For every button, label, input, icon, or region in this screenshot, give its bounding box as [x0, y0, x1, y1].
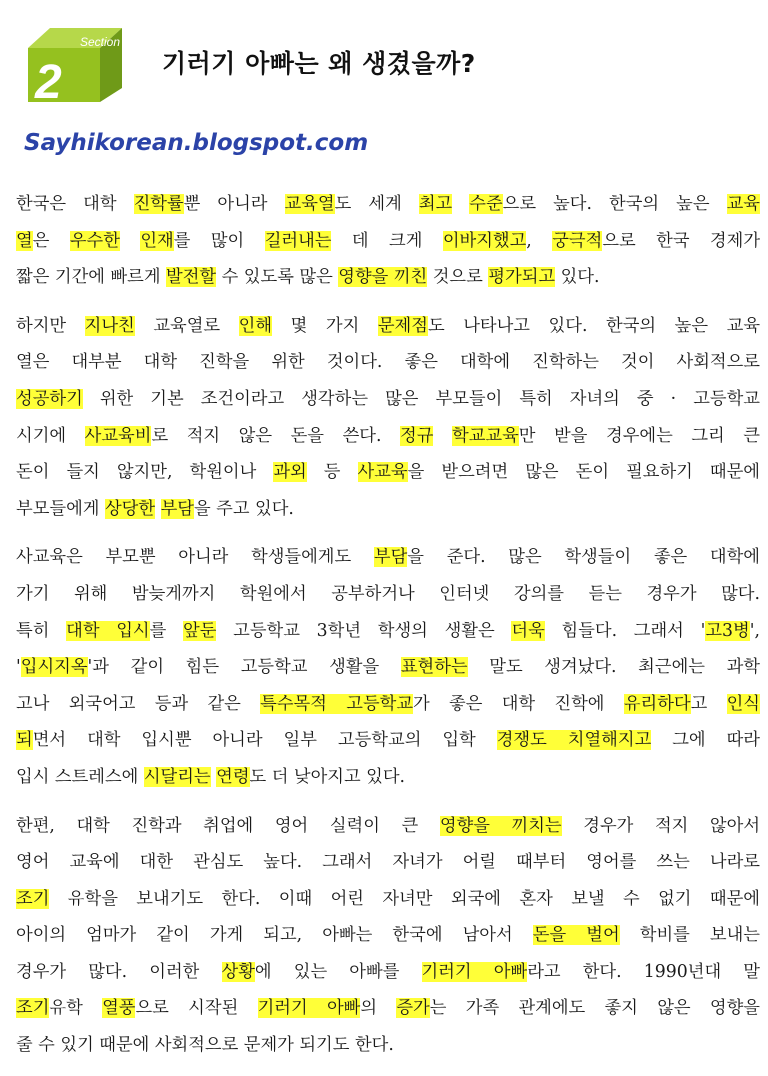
highlighted-term: 과외	[273, 462, 307, 483]
highlighted-term: 유리하다	[623, 693, 691, 714]
text-segment: 하지만	[16, 315, 85, 336]
text-segment: 가 좋은 대학 진학에	[413, 693, 624, 714]
text-line	[16, 539, 760, 576]
text-segment: 가기 위해 밤늦게까지 학원에서 공부하거나 인터넷 강의를 듣는 경우가 많다.	[16, 583, 760, 604]
text-segment: ,	[526, 230, 553, 251]
text-segment: 돈이 들지 않지만, 학원이나	[16, 462, 274, 483]
text-line	[16, 808, 760, 845]
highlighted-term: 평가되고	[488, 267, 556, 288]
highlighted-term: 연령	[216, 766, 250, 787]
text-segment: 뿐 아니라	[183, 194, 285, 214]
text-line	[16, 418, 760, 455]
text-line	[16, 454, 760, 491]
highlighted-term: 진학률	[133, 194, 184, 214]
highlighted-term: 사교육비	[84, 425, 152, 446]
page-title: 기러기 아빠는 왜 생겼을까?	[162, 49, 476, 78]
highlighted-term: 더욱	[511, 620, 545, 641]
text-line	[16, 576, 760, 613]
text-segment: 경우가 많다. 이러한	[16, 961, 222, 982]
highlighted-term: 경쟁도 치열해지고	[496, 730, 652, 751]
section-number: 2	[35, 56, 62, 104]
highlighted-term: 사교육	[357, 462, 408, 483]
text-segment: 한국은 대학	[16, 194, 134, 214]
text-segment: 면서 대학 입시뿐 아니라 일부 고등학교의 입학	[32, 730, 497, 751]
text-segment: 의	[360, 998, 397, 1019]
text-line	[16, 491, 760, 528]
highlighted-term: 열	[16, 230, 33, 251]
highlighted-term: 조기	[16, 998, 50, 1019]
highlighted-term: 조기	[16, 888, 50, 909]
text-segment	[120, 231, 140, 251]
paragraph	[16, 186, 760, 296]
text-segment: 몇 가지	[272, 315, 378, 336]
section-label: Section	[80, 35, 121, 49]
text-segment: 은	[32, 230, 70, 251]
highlighted-term: 인식	[726, 693, 760, 714]
highlighted-term: 고3병	[705, 620, 750, 641]
text-segment: 학비를 보내는	[619, 925, 760, 946]
text-segment: 교육열로	[134, 315, 239, 336]
highlighted-term: 표현하는	[400, 657, 468, 678]
text-segment: 부모들에게	[16, 498, 105, 519]
text-line	[16, 223, 760, 260]
text-line	[16, 917, 760, 954]
text-segment: 로 적지 않은 돈을 쓴다.	[151, 425, 401, 446]
text-segment: 을 준다. 많은 학생들이 좋은 대학에	[407, 547, 761, 568]
highlighted-term: 최고	[418, 194, 453, 214]
text-segment: 을 받으려면 많은 돈이 필요하기 때문에	[407, 462, 760, 483]
text-segment: 한편, 대학 진학과 취업에 영어 실력이 큰	[16, 815, 440, 836]
text-segment: 고등학교 3학년 학생의 생활은	[216, 620, 512, 641]
text-segment: 열은 대부분 대학 진학을 위한 것이다. 좋은 대학에 진학하는 것이 사회적으로	[16, 352, 760, 373]
text-line	[16, 686, 760, 723]
highlighted-term: 교육열	[284, 194, 335, 214]
highlighted-term: 궁극적	[552, 230, 603, 251]
text-segment: 등	[306, 462, 358, 483]
text-segment: 사교육은 부모뿐 아니라 학생들에게도	[16, 547, 374, 568]
text-segment: 라고 한다. 1990년대 말	[527, 961, 760, 982]
text-segment: 으로 시작된	[135, 998, 258, 1019]
text-segment: 을 주고 있다.	[193, 498, 294, 519]
text-segment: 를	[149, 620, 184, 641]
highlighted-term: 수준	[469, 194, 503, 214]
highlighted-term: 증가	[396, 998, 430, 1019]
text-segment: 으로 높다. 한국의 높은	[502, 194, 727, 214]
text-line	[16, 990, 760, 1027]
blog-watermark: Sayhikorean.blogspot.com	[24, 130, 369, 156]
paragraph	[16, 808, 760, 1064]
highlighted-term: 대학 입시	[66, 620, 150, 641]
text-segment: 경우가 적지 않아서	[561, 815, 761, 836]
text-segment: 도 더 낮아지고 있다.	[249, 766, 406, 787]
text-segment: ',	[749, 620, 760, 641]
text-segment: 에 있는 아빠를	[254, 961, 422, 982]
text-segment: 그에 따라	[651, 730, 760, 751]
paragraph	[16, 308, 760, 528]
text-line	[16, 308, 760, 345]
section-cube-icon	[20, 18, 144, 104]
text-segment: 유학을 보내기도 한다. 이때 어린 자녀만 외국에 혼자 보낼 수 없기 때문에	[49, 888, 760, 909]
text-segment: 고나 외국어고 등과 같은	[16, 693, 261, 714]
highlighted-term: 이바지했고	[442, 230, 527, 251]
text-line	[16, 613, 760, 650]
highlighted-term: 되	[16, 730, 33, 751]
highlighted-term: 성공하기	[16, 388, 83, 409]
text-segment: 있다.	[555, 267, 600, 288]
text-segment	[452, 194, 469, 214]
highlighted-term: 부담	[160, 498, 194, 519]
section-badge	[20, 18, 144, 104]
text-segment: 입시 스트레스에	[16, 766, 144, 787]
highlighted-term: 기러기 아빠	[421, 961, 528, 982]
highlighted-term: 발전할	[166, 267, 217, 288]
highlighted-term: 상당한	[104, 498, 156, 519]
highlighted-term: 시달리는	[143, 766, 211, 787]
text-segment: '	[16, 657, 21, 678]
text-segment: 특히	[16, 620, 67, 641]
article-body	[16, 186, 760, 1076]
highlighted-term: 영향을 끼친	[338, 267, 428, 288]
highlighted-term: 교육	[726, 194, 760, 214]
text-segment: 짧은 기간에 빠르게	[16, 267, 167, 288]
highlighted-term: 특수목적 고등학교	[260, 693, 414, 714]
highlighted-term: 열풍	[102, 998, 136, 1019]
text-segment: '과 같이 힘든 고등학교 생활을	[87, 657, 401, 678]
text-line	[16, 649, 760, 686]
text-segment: 힘들다. 그래서 '	[544, 620, 706, 641]
highlighted-term: 앞둔	[183, 620, 217, 641]
text-segment: 아이의 엄마가 같이 가게 되고, 아빠는 한국에 남아서	[16, 925, 533, 946]
text-segment	[155, 499, 161, 519]
text-segment: 도 세계	[334, 194, 419, 214]
highlighted-term: 학교교육	[452, 425, 519, 446]
highlighted-term: 입시지옥	[20, 657, 88, 678]
text-segment: 것으로	[427, 267, 489, 288]
highlighted-term: 인해	[238, 315, 273, 336]
highlighted-term: 정규	[400, 425, 434, 446]
highlighted-term: 문제점	[377, 315, 428, 336]
highlighted-term: 부담	[373, 547, 408, 568]
text-line	[16, 1027, 760, 1064]
text-segment	[433, 426, 452, 446]
text-segment: 만 받을 경우에는 그리 큰	[518, 425, 760, 446]
text-line	[16, 259, 760, 296]
text-segment: 는 가족 관계에도 좋지 않은 영향을	[429, 998, 760, 1019]
text-line	[16, 881, 760, 918]
text-segment: 영어 교육에 대한 관심도 높다. 그래서 자녀가 어릴 때부터 영어를 쓰는 나라로	[16, 852, 760, 873]
text-line	[16, 844, 760, 881]
text-line	[16, 722, 760, 759]
text-segment: 를 많이	[173, 230, 265, 251]
text-segment: 시기에	[16, 425, 85, 446]
text-line	[16, 759, 760, 796]
highlighted-term: 길러내는	[264, 230, 332, 251]
text-segment: 으로 한국 경제가	[602, 230, 761, 251]
text-segment: 고	[690, 693, 727, 714]
text-segment: 데 크게	[331, 230, 443, 251]
text-segment: 도 나타나고 있다. 한국의 높은 교육	[427, 315, 761, 336]
highlighted-term: 우수한	[69, 230, 120, 251]
highlighted-term: 지나친	[84, 315, 135, 336]
highlighted-term: 영향을 끼치는	[439, 815, 562, 836]
text-line	[16, 344, 760, 381]
text-segment: 유학	[49, 998, 103, 1019]
text-segment: 수 있도록 많은	[216, 267, 339, 288]
text-segment: 줄 수 있기 때문에 사회적으로 문제가 되기도 한다.	[16, 1035, 394, 1056]
highlighted-term: 돈을 벌어	[532, 925, 620, 946]
highlighted-term: 기러기 아빠	[257, 998, 361, 1019]
paragraph	[16, 539, 760, 795]
text-line	[16, 186, 760, 223]
highlighted-term: 상황	[221, 961, 255, 982]
highlighted-term: 인재	[140, 230, 174, 251]
text-segment: 위한 기본 조건이라고 생각하는 많은 부모들이 특히 자녀의 중 · 고등학교	[82, 388, 760, 409]
text-line	[16, 381, 760, 418]
text-segment: 말도 생겨났다. 최근에는 과학	[467, 657, 760, 678]
text-line	[16, 954, 760, 991]
